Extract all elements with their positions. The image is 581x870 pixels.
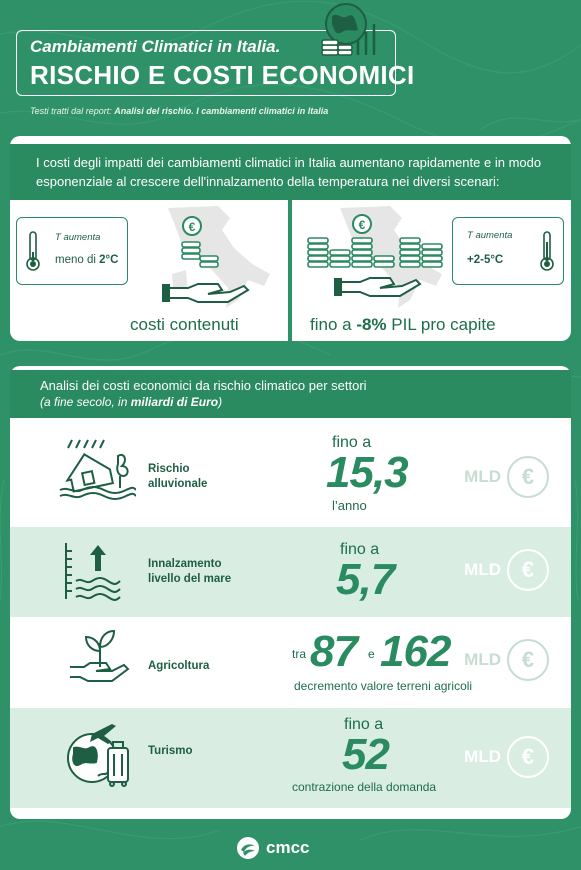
sector-note: l’anno [332,498,367,513]
page-title: RISCHIO E COSTI ECONOMICI [30,60,415,90]
sector-name: Turismo [148,745,193,757]
unit-label: MLD [464,560,501,579]
euro-coin-icon: € [507,639,549,681]
low-cost-label: costi contenuti [130,315,239,334]
unit-badge [464,549,549,591]
euro-coin-icon: € [507,456,549,498]
sector-value: 5,7 [336,555,395,604]
source-credit: Testi tratti dal report: Analisi del rischio. I cambiamenti climatici in Italia [30,106,329,116]
thermometer-icon [25,230,41,272]
intro-banner [10,144,571,200]
unit-badge [464,639,549,681]
sector-name: Innalzamento livello del mare [148,558,232,585]
sector-value-min: 87 [310,627,357,676]
sector-note: contrazione della domanda [292,780,437,794]
sector-range-connector: e [368,647,375,661]
plant-hand-icon [66,625,132,691]
scenario-divider [288,200,292,341]
intro-text: I costi degli impatti dei cambiamenti climatici in Italia aumentano rapidamente e in modo esponenziale al crescere dell'innalzamento della temperatura nei diversi scenari: [36,155,542,189]
temperature-box-low [16,217,128,285]
travel-globe-icon [62,720,134,792]
high-cost-label: fino a -8% PIL pro capite [310,315,496,334]
svg-text:€: € [188,220,196,234]
sector-prefix: fino a [332,434,372,451]
sector-prefix: tra [292,647,307,661]
logo-text: cmcc [266,838,310,857]
sector-prefix: fino a [340,541,380,558]
euro-coin-icon: € [507,736,549,778]
temperature-value: +2-5°C [467,254,504,266]
sector-value: 52 [342,730,389,779]
sea-level-rise-icon [58,541,122,603]
temperature-box-high [452,217,564,285]
sector-row-sea-level [10,527,571,617]
unit-badge [464,456,549,498]
sector-name: Rischio alluvionale [148,463,208,490]
sector-value: 15,3 [326,448,408,497]
globe-coins-chart-icon [318,2,384,64]
italy-map-coin-stacks-icon [300,204,450,310]
thermometer-icon [539,230,555,272]
sector-prefix: fino a [344,716,384,733]
page-subtitle: Cambiamenti Climatici in Italia. [30,37,281,56]
unit-badge [464,736,549,778]
sector-row-agriculture [10,617,571,705]
euro-coin-icon: € [507,549,549,591]
sector-value-max: 162 [380,627,451,676]
sectors-subtitle: (a fine secolo, in miliardi di Euro) [40,395,223,409]
unit-label: MLD [464,650,501,669]
svg-text:€: € [358,218,366,232]
sector-note: decremento valore terreni agricoli [294,679,473,693]
sector-row-tourism [10,708,571,808]
cmcc-logo-mark-icon [236,836,260,860]
temperature-value: meno di 2°C [55,254,119,266]
flood-house-icon [58,436,136,500]
italy-map-coins-icon [148,204,280,310]
sectors-banner [10,370,571,418]
sectors-title: Analisi dei costi economici da rischio climatico per settori [40,378,367,393]
cmcc-logo [236,836,309,860]
unit-label: MLD [464,467,501,486]
temperature-label: T aumenta [467,230,513,241]
temperature-label: T aumenta [55,232,101,243]
unit-label: MLD [464,747,501,766]
sector-row-flood [10,418,571,518]
sector-name: Agricoltura [148,660,210,672]
